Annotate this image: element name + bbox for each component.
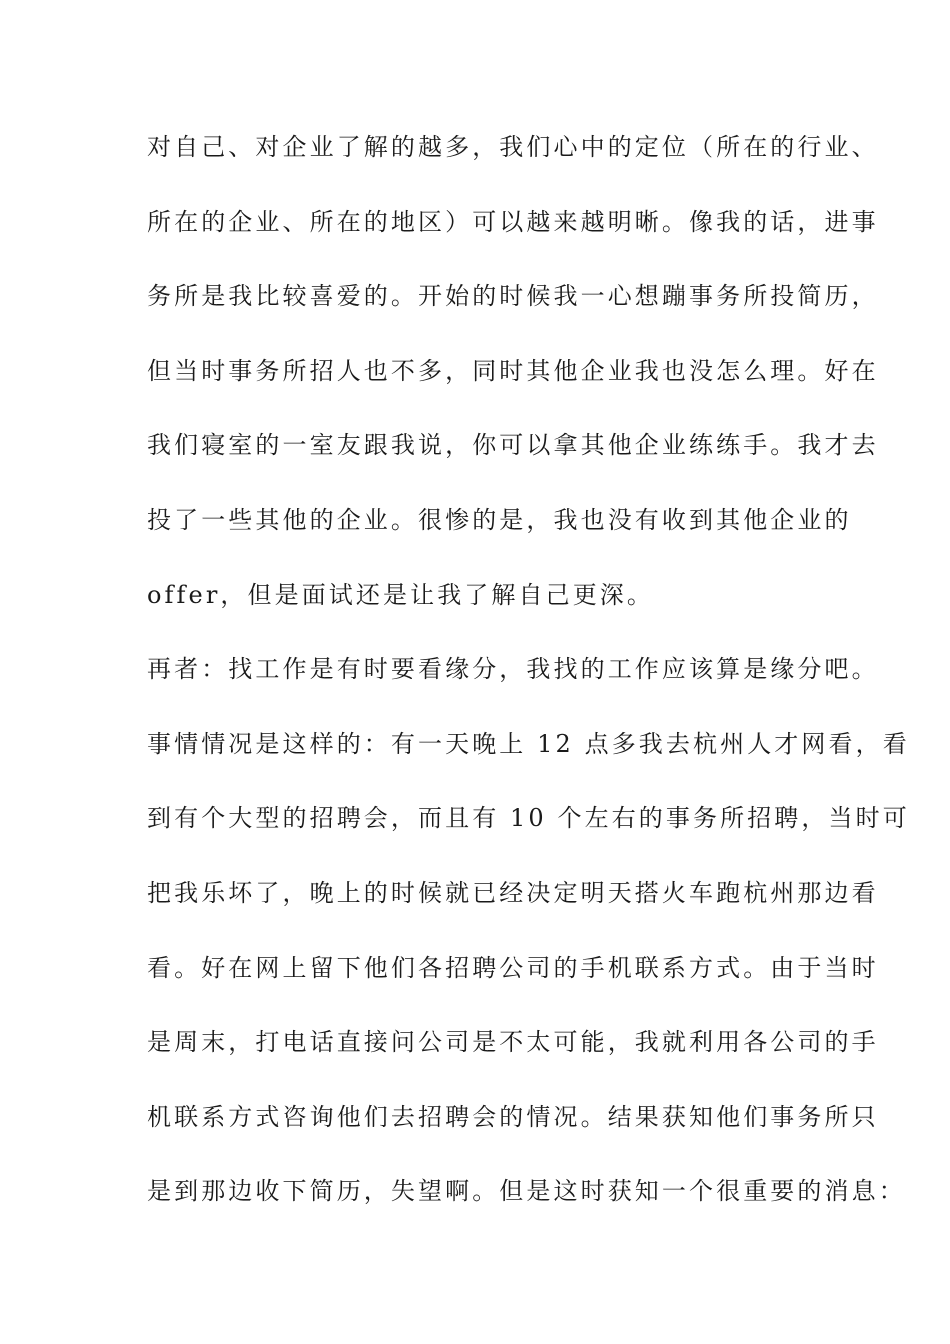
text-line: 我们寝室的一室友跟我说，你可以拿其他企业练练手。我才去	[147, 431, 879, 460]
text-line: 投了一些其他的企业。很惨的是，我也没有收到其他企业的	[147, 505, 852, 534]
text-line: 是周末，打电话直接问公司是不太可能，我就利用各公司的手	[147, 1028, 879, 1057]
text-line: 机联系方式咨询他们去招聘会的情况。结果获知他们事务所只	[147, 1102, 879, 1131]
text-line: offer，但是面试还是让我了解自己更深。	[147, 580, 654, 609]
text-line: 但当时事务所招人也不多，同时其他企业我也没怎么理。好在	[147, 356, 879, 385]
text-line: 到有个大型的招聘会，而且有 10 个左右的事务所招聘，当时可	[147, 804, 910, 833]
text-line: 是到那边收下简历，失望啊。但是这时获知一个很重要的消息：	[147, 1177, 906, 1206]
text-line: 所在的企业、所在的地区）可以越来越明晰。像我的话，进事	[147, 207, 879, 236]
text-line: 看。好在网上留下他们各招聘公司的手机联系方式。由于当时	[147, 953, 879, 982]
text-line: 对自己、对企业了解的越多，我们心中的定位（所在的行业、	[147, 133, 879, 161]
text-line: 再者：找工作是有时要看缘分，我找的工作应该算是缘分吧。	[147, 655, 879, 684]
document-body	[147, 131, 910, 1250]
text-line: 把我乐坏了，晚上的时候就已经决定明天搭火车跑杭州那边看	[147, 878, 879, 907]
text-line: 事情情况是这样的：有一天晚上 12 点多我去杭州人才网看，看	[147, 729, 910, 758]
text-line: 务所是我比较喜爱的。开始的时候我一心想蹦事务所投简历，	[147, 282, 879, 311]
